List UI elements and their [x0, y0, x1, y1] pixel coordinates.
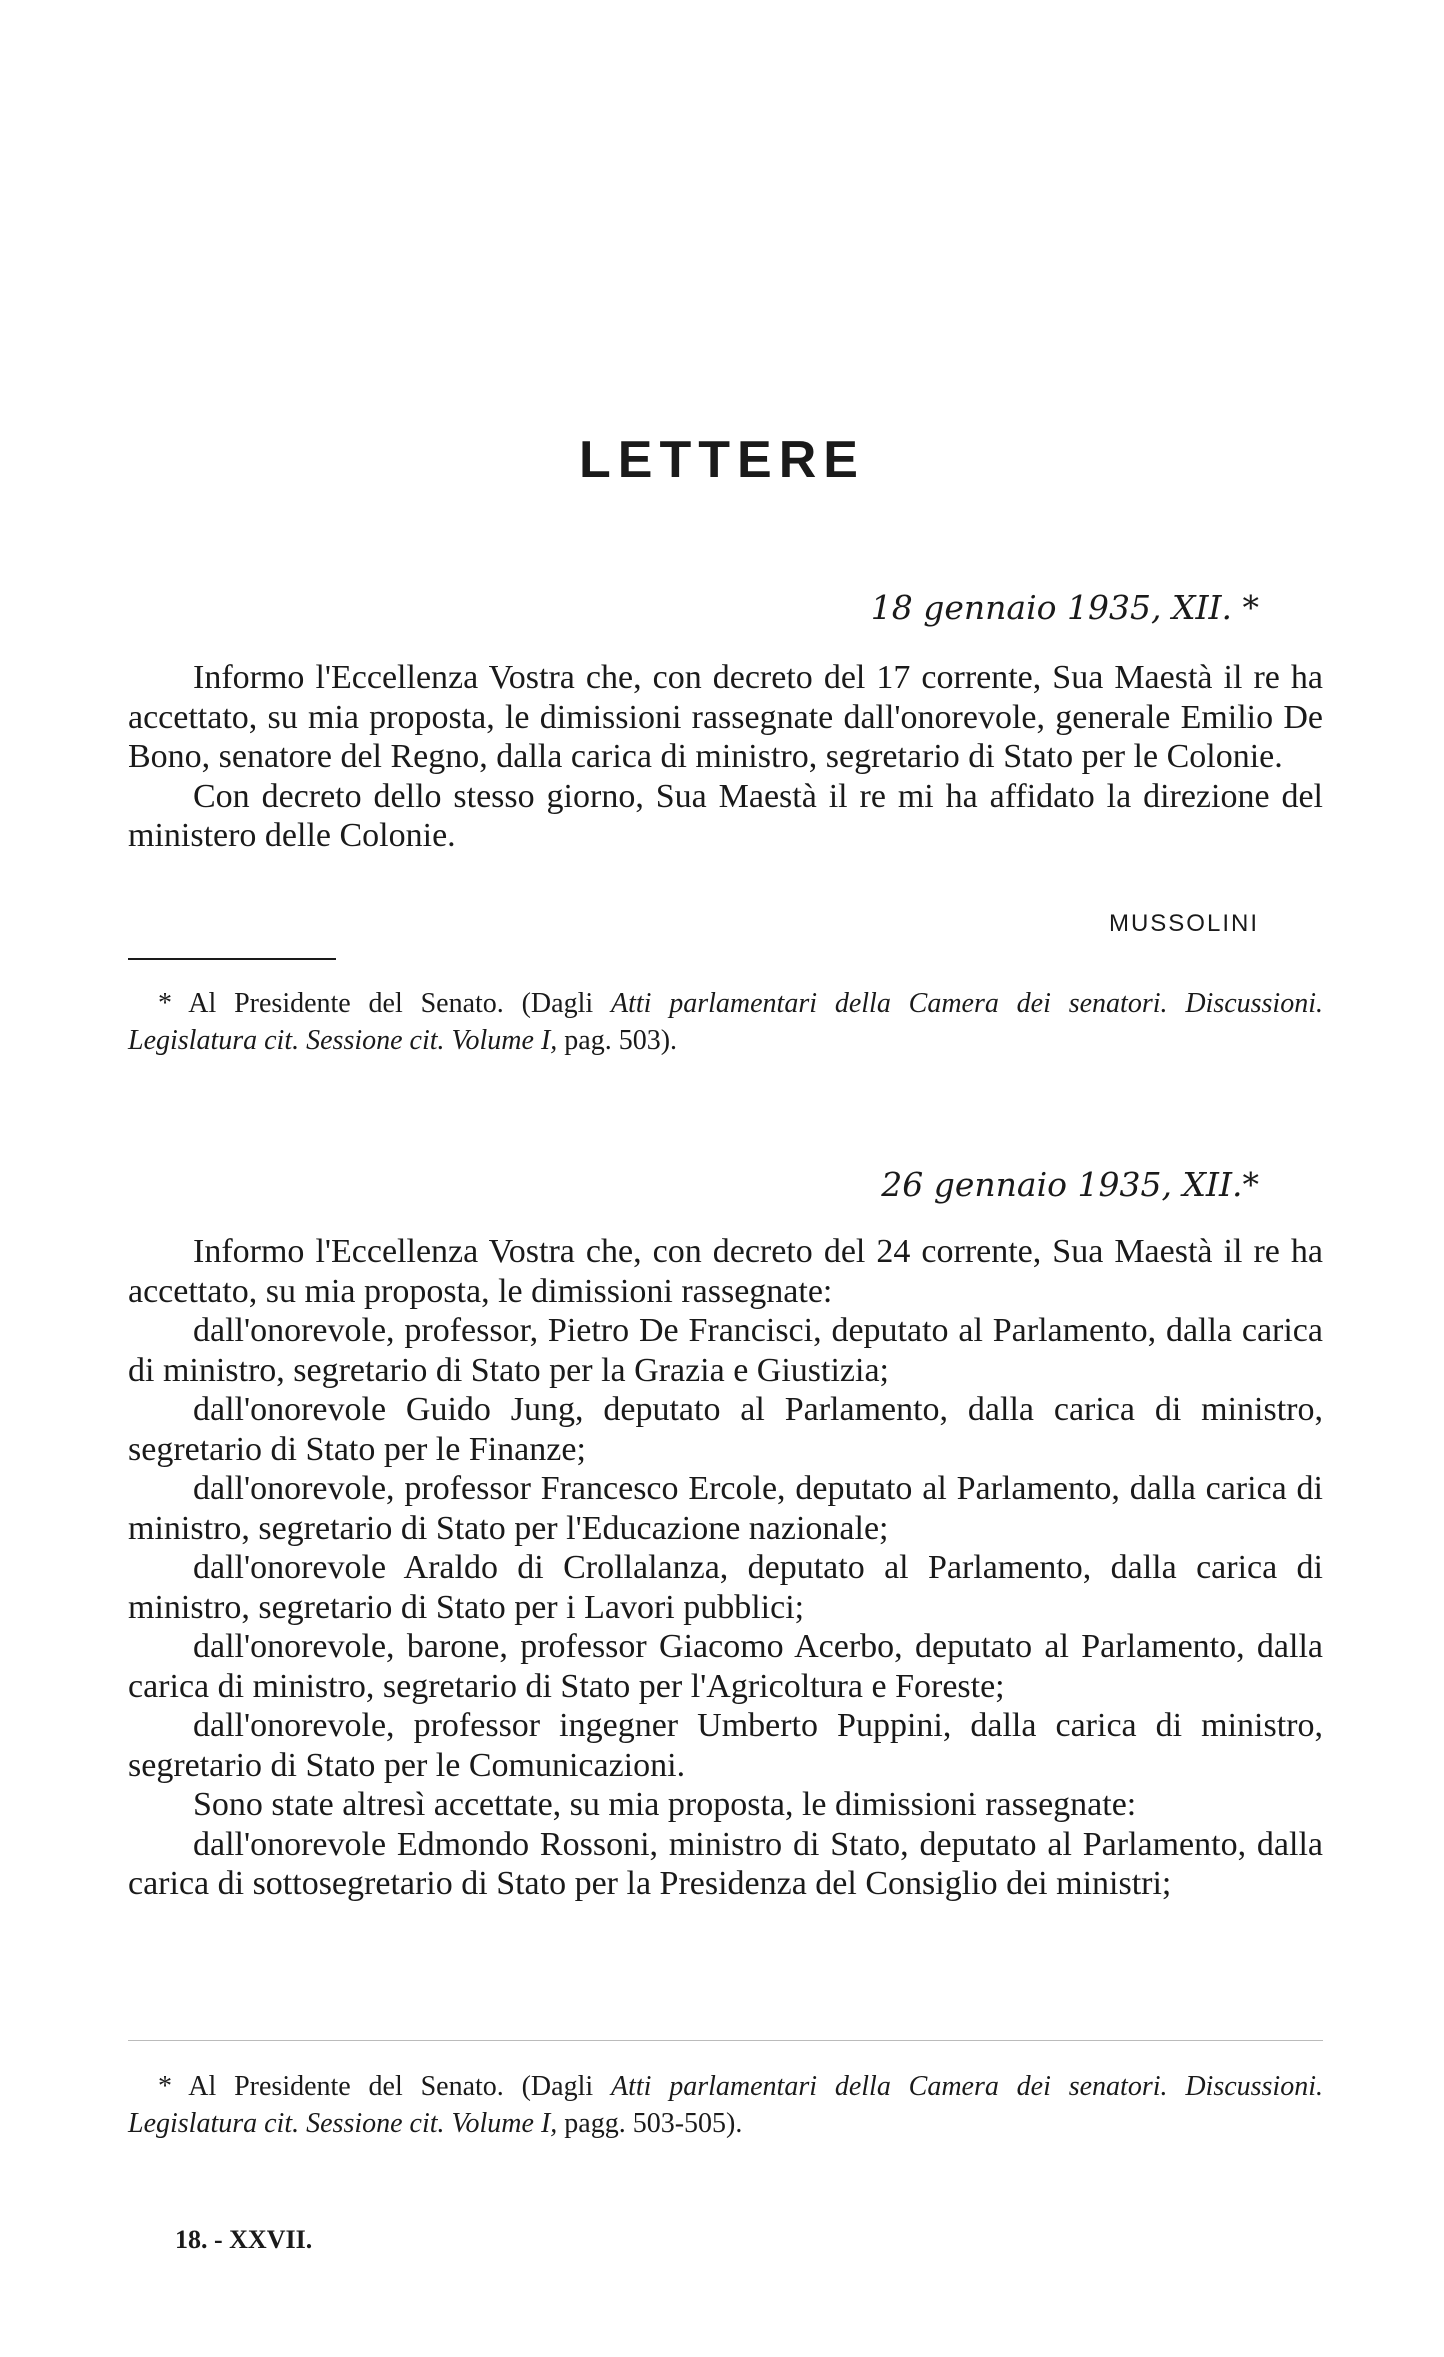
- letter-2-footnote: [128, 2068, 1323, 2142]
- footnote-divider: [128, 958, 336, 960]
- letter-2-paragraph: dall'onorevole Araldo di Crollalanza, deputato al Parlamento, dalla carica di ministro, segretario di Stato per i Lavori pubblici;: [128, 1549, 1323, 1626]
- section-title: LETTERE: [579, 431, 865, 489]
- letter-2-paragraph: dall'onorevole, professor Francesco Ercole, deputato al Parlamento, dalla carica di ministro, segretario di Stato per l'Educazione nazionale;: [128, 1470, 1323, 1547]
- footnote-divider: [128, 2040, 1323, 2041]
- footnote-pages: pag. 503).: [557, 1025, 678, 1056]
- letter-1-paragraph: Con decreto dello stesso giorno, Sua Maestà il re mi ha affidato la direzione del ministero delle Colonie.: [128, 777, 1323, 854]
- letter-1-footnote: [128, 985, 1323, 1059]
- letter-2-paragraph: dall'onorevole, barone, professor Giacomo Acerbo, deputato al Parlamento, dalla carica di ministro, segretario di Stato per l'Agricoltura e Foreste;: [128, 1628, 1323, 1705]
- footnote-source: Atti parlamentari della Camera dei senatori. Discussioni. Legislatura cit. Sessione cit. Volume I,: [128, 2071, 1323, 2139]
- letter-2-paragraph: dall'onorevole Guido Jung, deputato al Parlamento, dalla carica di ministro, segretario di Stato per le Finanze;: [128, 1391, 1323, 1468]
- letter-2-paragraph: Informo l'Eccellenza Vostra che, con decreto del 24 corrente, Sua Maestà il re ha accettato, su mia proposta, le dimissioni rassegnate:: [128, 1233, 1323, 1310]
- footnote-lead: * Al Presidente del Senato. (Dagli: [158, 2071, 611, 2102]
- letter-2-paragraph: Sono state altresì accettate, su mia proposta, le dimissioni rassegnate:: [193, 1786, 1137, 1823]
- letter-2-body: [128, 1232, 1323, 1904]
- letter-1-paragraph: Informo l'Eccellenza Vostra che, con decreto del 17 corrente, Sua Maestà il re ha accettato, su mia proposta, le dimissioni rassegnate dall'onorevole, generale Emilio De Bono, senatore del Regno, dalla carica di ministro, segretario di Stato per le Colonie.: [128, 659, 1323, 775]
- footnote-source: Atti parlamentari della Camera dei senatori. Discussioni. Legislatura cit. Sessione cit. Volume I,: [128, 988, 1323, 1056]
- letter-1-signature: MUSSOLINI: [1108, 910, 1259, 937]
- footnote-pages: pagg. 503-505).: [557, 2108, 743, 2139]
- letter-1-body: [128, 658, 1323, 856]
- letter-1-date: 18 gennaio 1935, XII. *: [870, 588, 1259, 627]
- letter-2-paragraph: dall'onorevole, professor ingegner Umberto Puppini, dalla carica di ministro, segretario di Stato per le Comunicazioni.: [128, 1707, 1323, 1784]
- footnote-lead: * Al Presidente del Senato. (Dagli: [158, 988, 611, 1019]
- letter-2-paragraph: dall'onorevole Edmondo Rossoni, ministro di Stato, deputato al Parlamento, dalla carica di sottosegretario di Stato per la Presidenza del Consiglio dei ministri;: [128, 1825, 1323, 1902]
- letter-2-paragraph: dall'onorevole, professor, Pietro De Francisci, deputato al Parlamento, dalla carica di ministro, segretario di Stato per la Grazia e Giustizia;: [128, 1312, 1323, 1389]
- page-number: 18. - XXVII.: [175, 2225, 313, 2254]
- letter-2-date: 26 gennaio 1935, XII.*: [881, 1165, 1259, 1204]
